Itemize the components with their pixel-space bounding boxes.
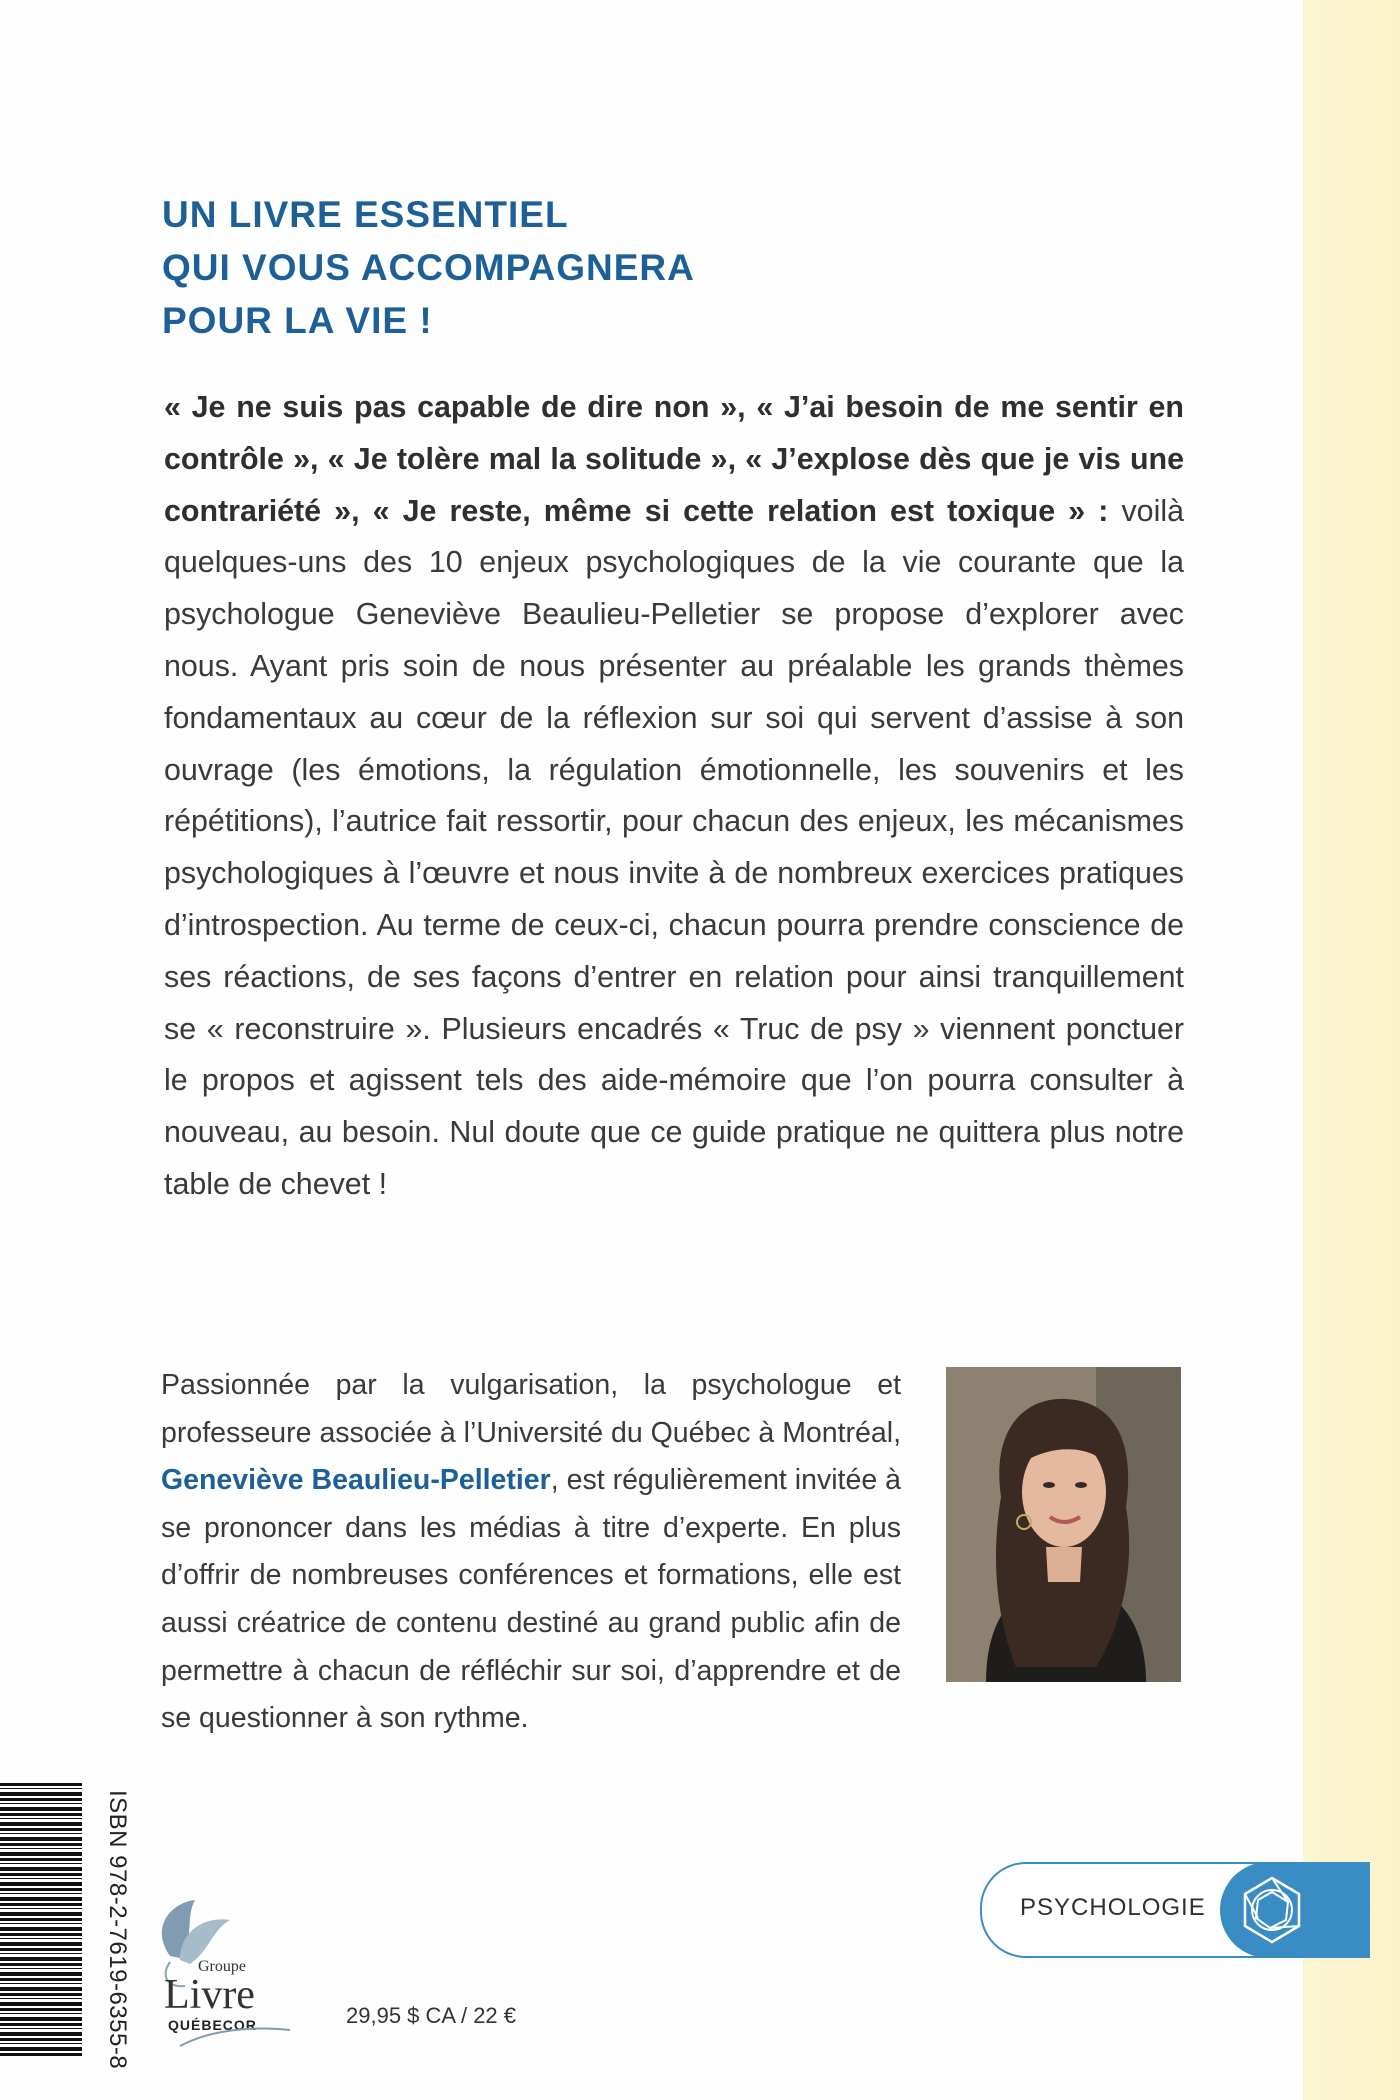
barcode [0, 1783, 82, 2058]
headline-line: QUI VOUS ACCOMPAGNERA [162, 247, 695, 288]
spine-band [1303, 0, 1400, 2100]
blurb [164, 382, 1184, 1211]
publisher-quebecor: QUÉBECOR [168, 2017, 257, 2033]
isbn: ISBN 978-2-7619-6355-8 [104, 1790, 131, 2070]
headline-line: UN LIVRE ESSENTIEL [162, 194, 569, 235]
author-photo [946, 1367, 1181, 1682]
headline-line: POUR LA VIE ! [162, 300, 433, 341]
headline [162, 188, 695, 347]
bio-rest: , est régulièrement invitée à se prononcer dans les médias à titre d’experte. En plus d’offrir de nombreuses conférences et formations, elle est aussi créatrice de contenu destiné au grand public afin de permettre à chacun de réfléchir sur soi, d’apprendre et de se questionner à son rythme. [161, 1464, 901, 1735]
category-icon-block [1220, 1862, 1370, 1958]
publisher-group: Groupe [198, 1958, 246, 1975]
price: 29,95 $ CA / 22 € [346, 2003, 517, 2028]
blurb-body: voilà quelques-uns des 10 enjeux psychologiques de la vie courante que la psychologue Geneviève Beaulieu-Pelletier se propose d’explorer avec nous. Ayant pris soin de nous présenter au préalable les grands thèmes fondamentaux au cœur de la réflexion sur soi qui servent d’assise à son ouvrage (les émotions, la régulation émotionnelle, les souvenirs et les répétitions), l’autrice fait ressortir, pour chacun des enjeux, les mécanismes psychologiques à l’œuvre et nous invite à de nombreux exercices pratiques d’introspection. Au terme de ceux-ci, chacun pourra prendre conscience de ses réactions, de ses façons d’entrer en relation pour ainsi tranquillement se « reconstruire ». Plusieurs encadrés « Truc de psy » viennent ponctuer le propos et agissent tels des aide-mémoire que l’on pourra consulter à nouveau, au besoin. Nul doute que ce guide pratique ne quittera plus notre table de chevet ! [164, 493, 1184, 1201]
publisher-livre: Livre [164, 1972, 255, 2018]
publisher-logo [140, 1898, 310, 2058]
author-bio [161, 1362, 901, 1743]
author-portrait-illustration [946, 1367, 1181, 1682]
category-badge [980, 1862, 1390, 1960]
category-label: PSYCHOLOGIE [1020, 1894, 1206, 1921]
bio-intro: Passionnée par la vulgarisation, la psychologue et professeure associée à l’Université du Québec à Montréal, [161, 1369, 901, 1449]
blurb-quotes: « Je ne suis pas capable de dire non », « J’ai besoin de me sentir en contrôle », « Je tolère mal la solitude », « J’explose dès que je vis une contrariété », « Je reste, même si cette relation est toxique » : [164, 390, 1184, 528]
publisher-logo-mark [140, 1898, 310, 2058]
aperture-icon [1238, 1876, 1306, 1944]
author-name: Geneviève Beaulieu-Pelletier [161, 1464, 551, 1497]
